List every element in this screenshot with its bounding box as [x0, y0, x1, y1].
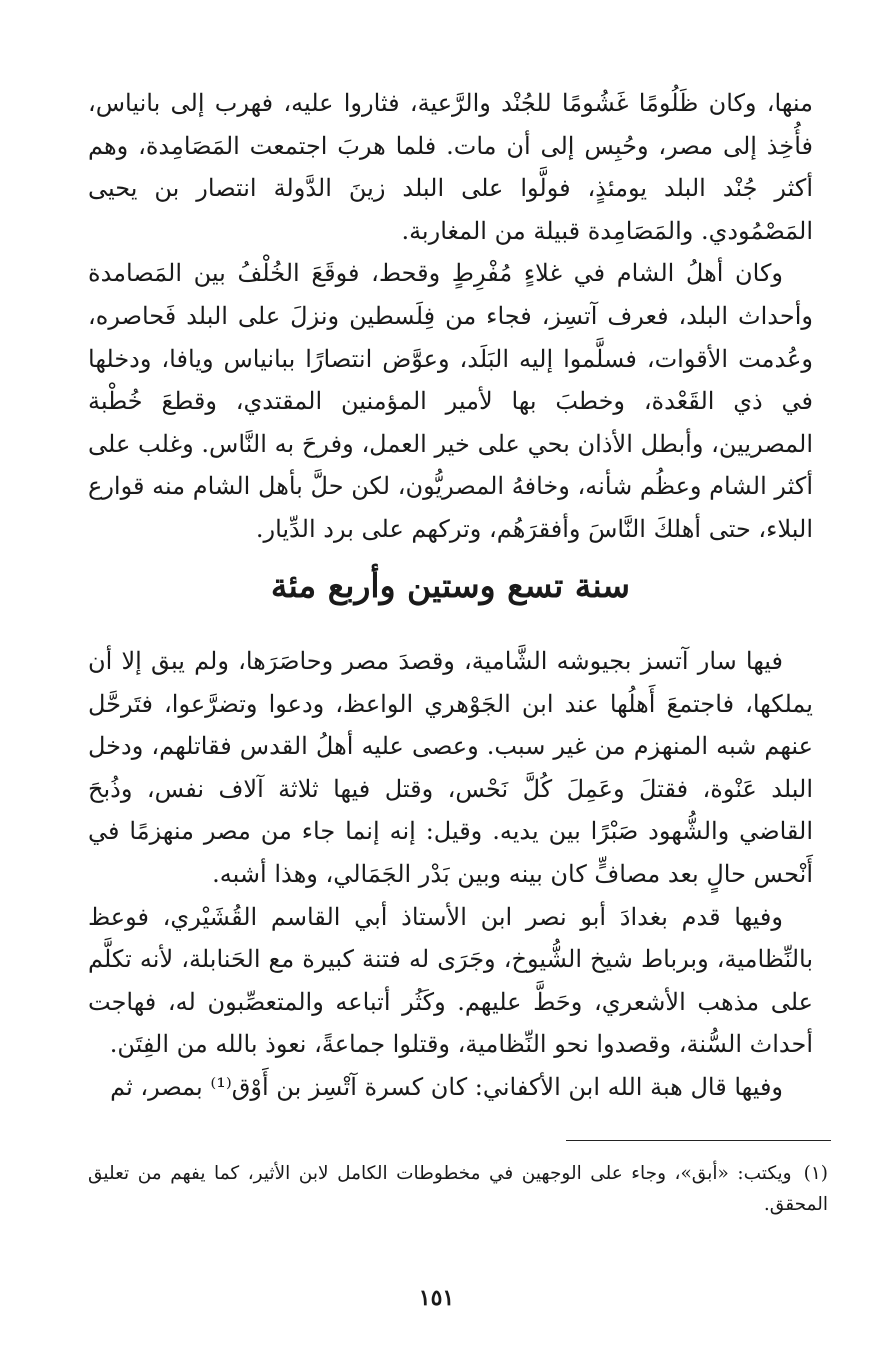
paragraph: وفيها قال هبة الله ابن الأكفاني: كان كسرة آتْسِز بن أَوْق⁽¹⁾ بمصر، ثم — [110, 1072, 783, 1101]
footnote-number: (١) — [803, 1163, 828, 1184]
paragraph: منها، وكان ظَلُومًا غَشُومًا للجُنْد والرَّعية، فثاروا عليه، فهرب إلى بانياس، فأُخِذ إلى مصر، وحُبِس إلى أن مات. فلما هربَ اجتمعت المَصَامِدة، وهم أكثر جُنْد البلد يومئذٍ، فولَّوا على البلد زينَ الدَّولة انتصار بن يحيى المَصْمُودي. والمَصَامِدة قبيلة من المغاربة. — [88, 89, 814, 245]
footnote-text: ويكتب: «أبق»، وجاء على الوجهين في مخطوطات الكامل لابن الأثير، كما يفهم من تعليق المحقق. — [88, 1163, 828, 1215]
paragraph: وفيها قدم بغدادَ أبو نصر ابن الأستاذ أبي القاسم القُشَيْري، فوعظ بالنِّظامية، وبرباط شيخ الشُّيوخ، وجَرَى له فتنة كبيرة مع الحَنابلة، لأنه تكلَّم على مذهب الأشعري، وحَطَّ عليهم. وكَثُر أتباعه والمتعصِّبون له، فهاجت أحداث السُّنة، وقصدوا نحو النِّظامية، وقتلوا جماعةً، نعوذ بالله من الفِتَن. — [88, 902, 813, 1059]
paragraph: وكان أهلُ الشام في غلاءٍ مُفْرِطٍ وقحط، فوقَعَ الخُلْفُ بين المَصامدة وأحداث البلد، فعرف آتسِز، فجاء من فِلَسطين ونزلَ على البلد فَحاصره، وعُدمت الأقوات، فسلَّموا إليه البَلَد، وعوَّض انتصارًا ببانياس ويافا، ودخلها في ذي القَعْدة، وخطبَ بها لأمير المؤمنين المقتدي، وقطعَ خُطْبة المصريين، وأبطل الأذان بحي على خير العمل، وفرحَ به النَّاس. وغلب على أكثر الشام وعظُم شأنه، وخافهُ المصريُّون، لكن حلَّ بأهل الشام منه قوارع البلاء، حتى أهلكَ النَّاسَ وأفقرَهُم، وتركهم على برد الدِّيار. — [88, 259, 814, 543]
footnote-divider — [566, 1140, 831, 1141]
body-text-bottom — [88, 640, 813, 1109]
section-heading: سنة تسع وستين وأربع مئة — [270, 566, 631, 605]
paragraph: فيها سار آتسز بجيوشه الشَّامية، وقصدَ مصر وحاصَرَها، ولم يبق إلا أن يملكها، فاجتمعَ أَهلُها عند ابن الجَوْهري الواعظ، ودعوا وتضرَّعوا، فتَرحَّل عنهم شبه المنهزم من غير سبب. وعصى عليه أهلُ القدس فقاتلهم، ودخل البلد عَنْوة، فقتلَ وعَمِلَ كُلَّ نَحْس، وقتل فيها ثلاثة آلاف نفس، وذُبحَ القاضي والشُّهود صَبْرًا بين يديه. وقيل: إنه إنما جاء من مصر منهزمًا في أَنْحس حالٍ بعد مصافٍّ كان بينه وبين بَدْر الجَمَالي، وهذا أشبه. — [88, 647, 813, 888]
body-text-top — [88, 82, 813, 551]
footnote — [88, 1158, 828, 1220]
page-number: ١٥١ — [418, 1285, 455, 1311]
